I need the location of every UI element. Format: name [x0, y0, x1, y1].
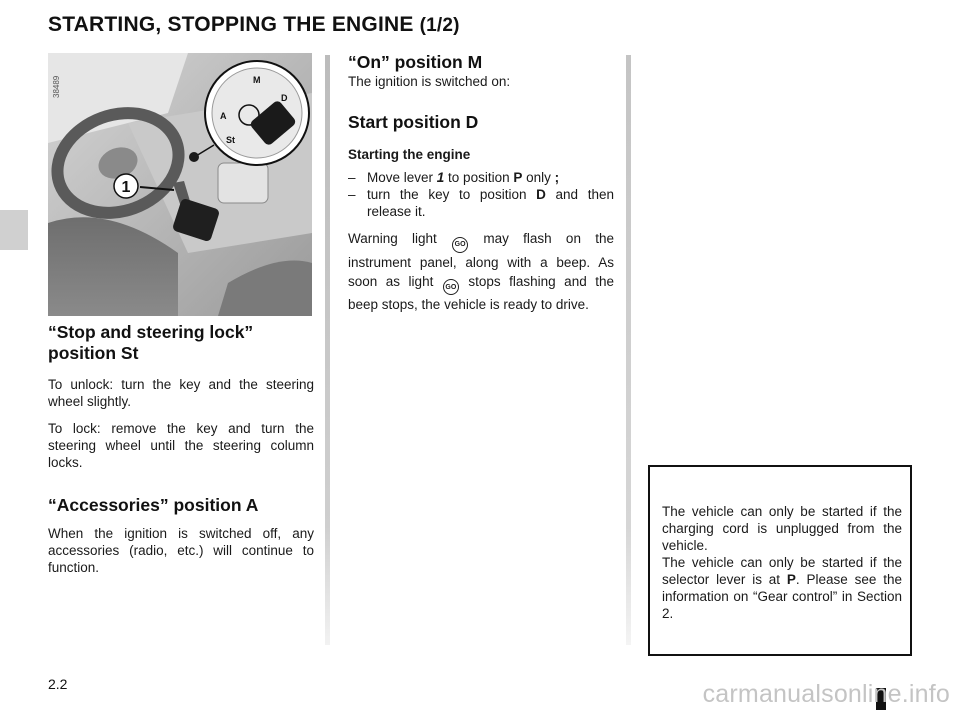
step-turn-key — [348, 186, 614, 220]
left-column — [48, 322, 314, 576]
heading-stop-steering-lock-line1: “Stop and steering lock” — [48, 322, 254, 342]
warning-text-c: stops flashing and the beep stops, the vehicle is ready to drive. — [348, 273, 614, 312]
ignition-illustration — [48, 53, 312, 316]
page-title-text: STARTING, STOPPING THE ENGINE — [48, 13, 414, 36]
right-column — [348, 52, 614, 314]
step-move-lever — [348, 169, 614, 186]
heading-on-position: “On” position M — [348, 52, 483, 72]
switch-label-a: A — [220, 111, 227, 121]
switch-label-d: D — [281, 93, 288, 103]
step1-position: P — [513, 170, 523, 185]
heading-stop-steering-lock — [48, 322, 314, 364]
warning-light-paragraph — [348, 229, 614, 314]
notice-line1: The vehicle can only be started if the charging cord is unplugged from the vehicle. — [662, 504, 902, 553]
warning-text-b: may flash on the instrument panel, along with a beep. As soon as light — [348, 231, 614, 289]
step-dash: – — [348, 170, 356, 185]
heading-stop-steering-lock-line2: position St — [48, 343, 139, 363]
lock-instructions: To lock: remove the key and turn the steering wheel until the steering column locks. — [48, 421, 314, 470]
notice-text-a: The vehicle can only be started if the selector lever is at — [662, 555, 902, 587]
step1-lever-number: 1 — [436, 170, 445, 185]
ignition-illustration-svg — [48, 53, 312, 316]
switch-label-st: St — [226, 135, 235, 145]
step1-text-c: only — [522, 170, 555, 185]
accessories-description: When the ignition is switched off, any accessories (radio, etc.) will continue to function. — [48, 526, 314, 575]
unlock-instructions: To unlock: turn the key and the steering wheel slightly. — [48, 377, 314, 409]
notice-text-b: . Please see the information on “Gear control” in Section 2. — [662, 572, 902, 621]
page-title-suffix: (1/2) — [419, 15, 460, 36]
column-divider-right — [626, 55, 631, 645]
step1-end: ; — [554, 170, 560, 185]
go-warning-light-icon: GO — [443, 279, 459, 295]
section-side-tab — [0, 210, 28, 250]
notice-text — [662, 503, 902, 622]
step1-text-b: to position — [444, 170, 514, 185]
callout-label: 1 — [121, 179, 131, 196]
notice-box — [648, 465, 912, 656]
subheading-starting-engine: Starting the engine — [348, 147, 471, 162]
step1-text-a: Move lever — [367, 170, 437, 185]
heading-accessories-position: “Accessories” position A — [48, 495, 259, 515]
switch-label-m: M — [253, 75, 261, 85]
ignition-dot — [189, 152, 199, 162]
notice-position: P — [786, 572, 796, 587]
warning-text-a: Warning light — [348, 231, 452, 246]
go-warning-light-icon: GO — [452, 237, 468, 253]
column-divider-left — [325, 55, 330, 645]
step2-position: D — [536, 187, 546, 202]
page-title — [48, 13, 460, 37]
figure-code: 38489 — [52, 75, 61, 98]
step2-text-a: turn the key to position — [367, 187, 537, 202]
step2-text-b: and then release it. — [367, 187, 614, 219]
page-number: 2.2 — [48, 676, 68, 692]
step-dash: – — [348, 187, 356, 202]
heading-start-position: Start position D — [348, 112, 479, 132]
on-position-description: The ignition is switched on: — [348, 74, 511, 89]
center-console — [218, 163, 268, 203]
watermark: carmanualsonline.info — [702, 680, 950, 708]
